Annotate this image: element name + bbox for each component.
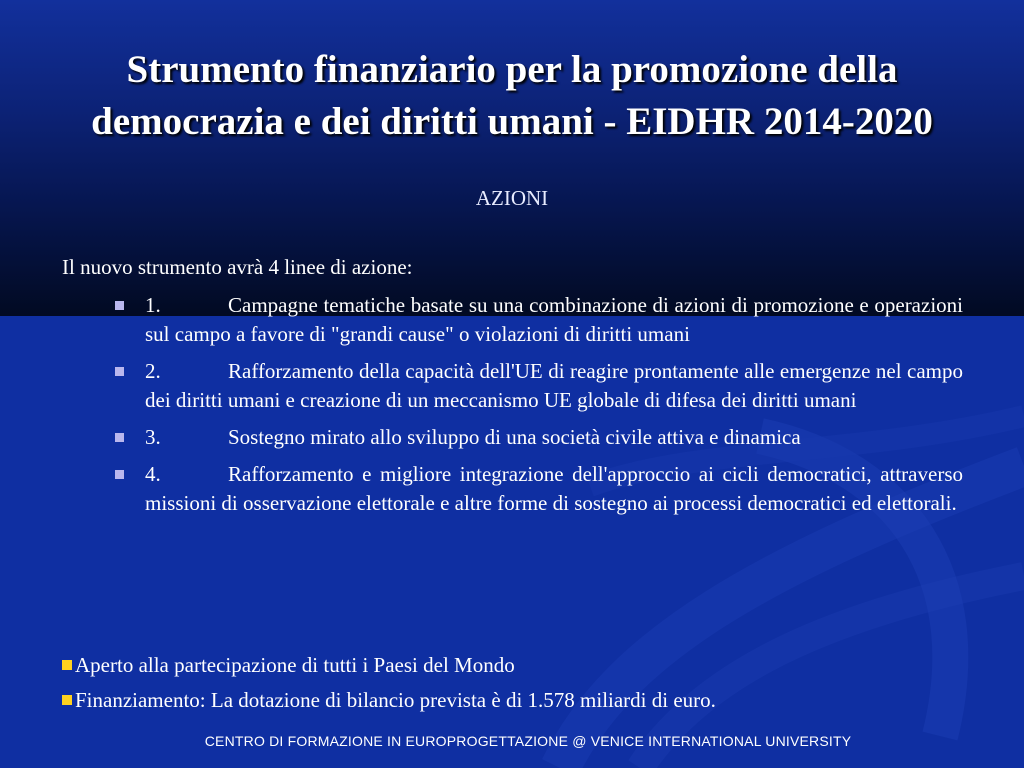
list-item [113, 460, 963, 518]
note-text: Aperto alla partecipazione di tutti i Paesi del Mondo [75, 653, 515, 677]
item-number: 4. [145, 462, 161, 486]
square-bullet-icon [115, 367, 124, 376]
action-lines-list [113, 291, 963, 526]
intro-text: Il nuovo strumento avrà 4 linee di azione: [62, 255, 413, 279]
note-funding [62, 683, 716, 718]
list-item [113, 357, 963, 415]
title-line-1: Strumento finanziario per la promozione della [126, 48, 898, 91]
slide-subtitle: AZIONI [475, 186, 549, 210]
item-number: 2. [145, 359, 161, 383]
title-line-2: democrazia e dei diritti umani - EIDHR 2014-2020 [91, 100, 933, 143]
square-bullet-icon [115, 301, 124, 310]
note-text: Finanziamento: La dotazione di bilancio prevista è di 1.578 miliardi di euro. [75, 688, 716, 712]
item-text: Sostegno mirato allo sviluppo di una società civile attiva e dinamica [228, 425, 801, 449]
yellow-bullet-icon [62, 695, 72, 705]
item-number: 1. [145, 293, 161, 317]
yellow-bullet-icon [62, 660, 72, 670]
bottom-notes [62, 648, 716, 718]
list-item [113, 291, 963, 349]
square-bullet-icon [115, 433, 124, 442]
item-number: 3. [145, 425, 161, 449]
item-text: Rafforzamento della capacità dell'UE di reagire prontamente alle emergenze nel campo dei diritti umani e creazione di un meccanismo UE globale di difesa dei diritti umani [145, 359, 963, 412]
note-participation [62, 648, 716, 683]
list-item [113, 423, 963, 452]
item-text: Rafforzamento e migliore integrazione dell'approccio ai cicli democratici, attraverso missioni di osservazione elettorale e altre forme di sostegno ai processi democratici ed elettorali. [145, 462, 963, 515]
slide-footer: CENTRO DI FORMAZIONE IN EUROPROGETTAZIONE @ VENICE INTERNATIONAL UNIVERSITY [204, 733, 852, 749]
slide-title [20, 44, 1004, 148]
square-bullet-icon [115, 470, 124, 479]
item-text: Campagne tematiche basate su una combinazione di azioni di promozione e operazioni sul campo a favore di "grandi cause" o violazioni di diritti umani [145, 293, 963, 346]
